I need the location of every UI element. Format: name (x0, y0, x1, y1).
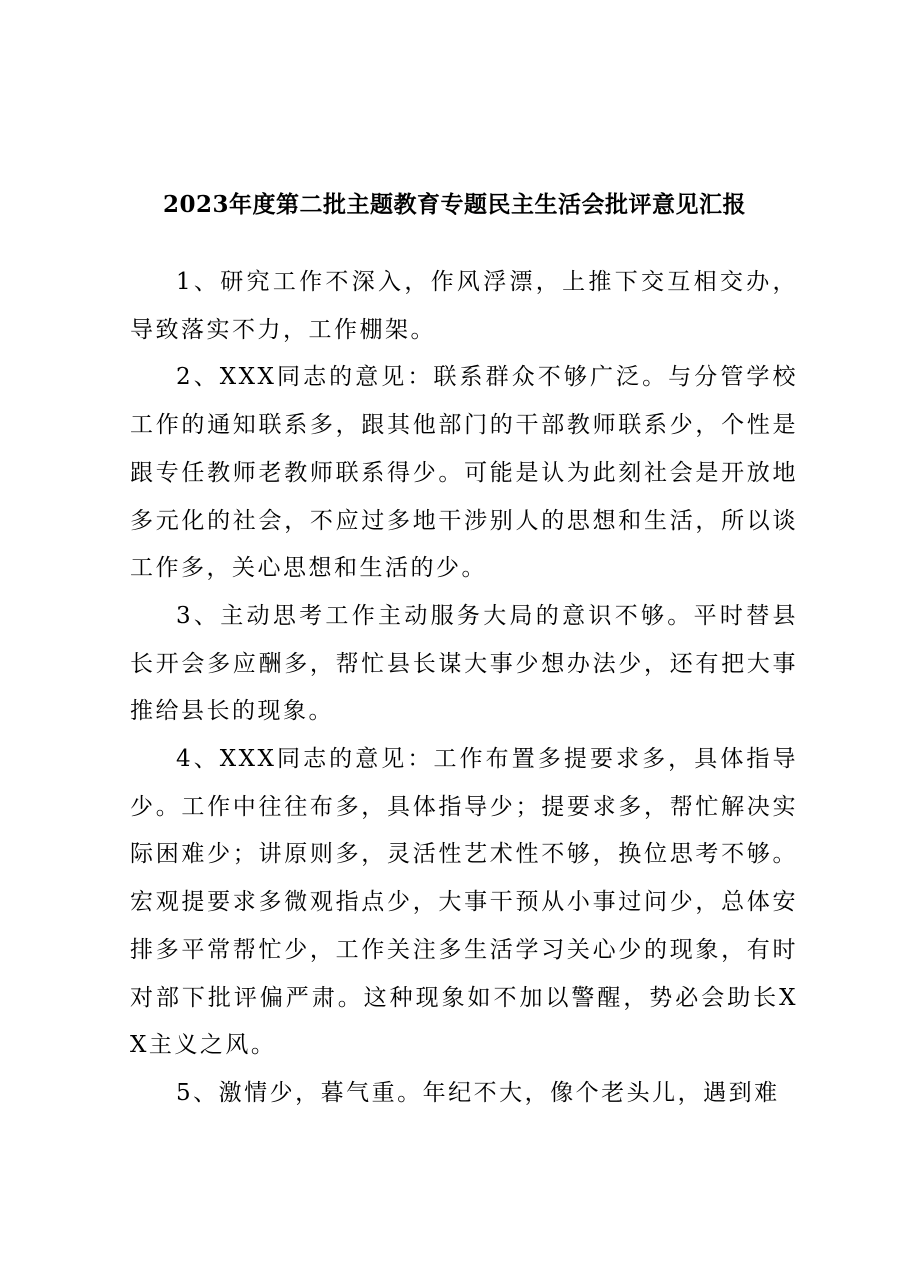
paragraph-5: 5、激情少，暮气重。年纪不大，像个老头儿，遇到难 (176, 1079, 780, 1106)
document-body (130, 259, 798, 1118)
paragraph-1: 1、研究工作不深入，作风浮漂，上推下交互相交办，导致落实不力，工作棚架。 (130, 269, 798, 343)
paragraph-3: 3、主动思考工作主动服务大局的意识不够。平时替县长开会多应酬多，帮忙县长谋大事少想办法少，还有把大事推给县长的现象。 (130, 602, 798, 725)
document-title: 2023年度第二批主题教育专题民主生活会批评意见汇报 (162, 191, 746, 218)
paragraph-2: 2、XXX同志的意见：联系群众不够广泛。与分管学校工作的通知联系多，跟其他部门的干部教师联系少，个性是跟专任教师老教师联系得少。可能是认为此刻社会是开放地多元化的社会，不应过多地干涉别人的思想和生活，所以谈工作多，关心思想和生活的少。 (130, 364, 798, 582)
paragraph-4: 4、XXX同志的意见：工作布置多提要求多，具体指导少。工作中往往布多，具体指导少；提要求多，帮忙解决实际困难少；讲原则多，灵活性艺术性不够，换位思考不够。宏观提要求多微观指点少，大事干预从小事过问少，总体安排多平常帮忙少，工作关注多生活学习关心少的现象，有时对部下批评偏严肃。这种现象如不加以警醒，势必会助长XX主义之风。 (130, 746, 798, 1059)
